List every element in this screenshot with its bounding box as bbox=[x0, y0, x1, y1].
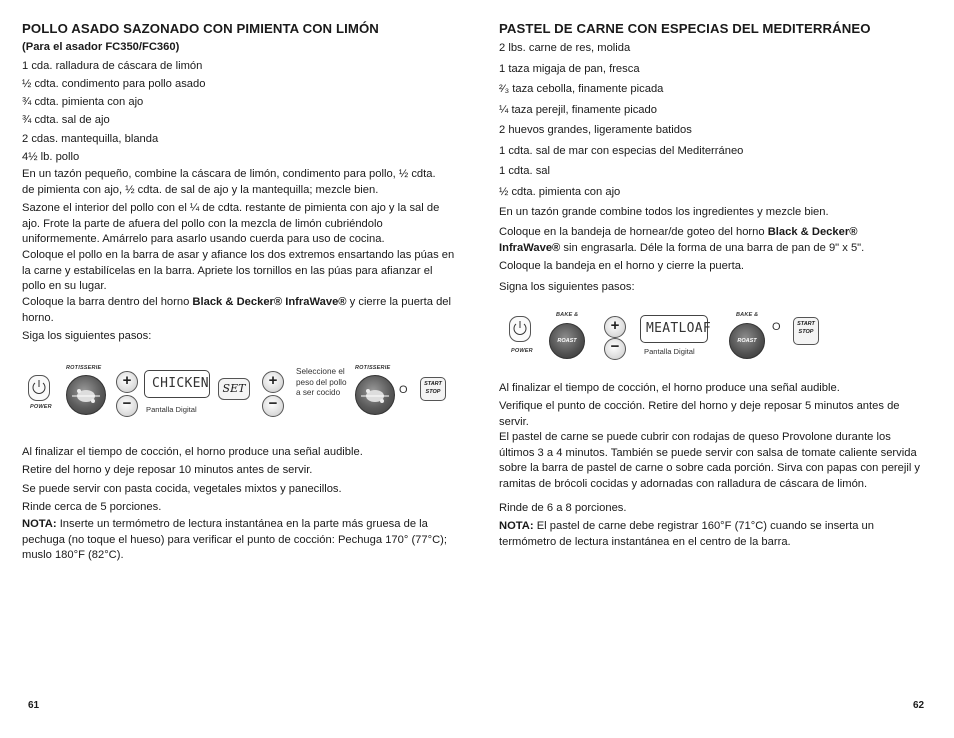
right-ingredient: 2 huevos grandes, ligeramente batidos bbox=[499, 124, 692, 136]
right-ingredient: 2 lbs. carne de res, molida bbox=[499, 42, 631, 54]
left-recipe-title: POLLO ASADO SAZONADO CON PIMIENTA CON LIMÓN bbox=[22, 21, 379, 36]
rotisserie-label: ROTISSERIE bbox=[66, 365, 102, 371]
increase-button: + bbox=[116, 371, 138, 393]
left-paragraph: Sazone el interior del pollo con el ¼ de cdta. restante de pimienta con ajo y la sal de ajo. Frote la parte de afuera del pollo con la mezcla de limón cubriéndolo uniformemente. Amárrelo para asarlo usando cuerda para uso de cocina. bbox=[22, 202, 440, 245]
right-ingredient: ½ cdta. pimienta con ajo bbox=[499, 186, 621, 198]
right-paragraph: Al finalizar el tiempo de cocción, el horno produce una señal audible. bbox=[499, 382, 840, 394]
right-control-panel bbox=[499, 308, 829, 364]
left-paragraph: Al finalizar el tiempo de cocción, el horno produce una señal audible. bbox=[22, 446, 363, 458]
power-icon bbox=[510, 317, 530, 341]
right-paragraph: Signa los siguientes pasos: bbox=[499, 281, 635, 293]
left-paragraph: Se puede servir con pasta cocida, vegetales mixtos y panecillos. bbox=[22, 483, 342, 495]
bake-roast-label: BAKE & bbox=[556, 312, 579, 318]
right-ingredient: ¼ taza perejil, finamente picado bbox=[499, 104, 657, 116]
power-button bbox=[509, 316, 531, 342]
left-ingredient: 4½ lb. pollo bbox=[22, 151, 80, 163]
left-paragraph: Coloque la barra dentro del horno Black & Decker® InfraWave® y cierre la puerta del horno. bbox=[22, 296, 452, 324]
right-ingredient: 1 cdta. sal de mar con especias del Mediterráneo bbox=[499, 145, 744, 157]
left-paragraph: En un tazón pequeño, combine la cáscara de limón, condimento para pollo, ½ cdta. de pimienta con ajo, ½ cdta. de sal de ajo y la mantequilla; mezcle bien. bbox=[22, 168, 436, 196]
increase-button: + bbox=[262, 371, 284, 393]
left-ingredient: ½ cdta. condimento para pollo asado bbox=[22, 78, 206, 90]
right-note: NOTA: El pastel de carne debe registrar 160°F (71°C) cuando se inserta un termómetro de lectura instantánea en el centro de la barra. bbox=[499, 520, 875, 548]
stop-label: STOP bbox=[425, 389, 441, 395]
right-paragraph: Coloque en la bandeja de hornear/de goteo del horno Black & Decker® InfraWave® sin engrasarla. Déle la forma de una barra de pan de 9" x 5". bbox=[499, 226, 865, 254]
right-paragraph: En un tazón grande combine todos los ingredientes y mezcle bien. bbox=[499, 206, 829, 218]
power-button bbox=[28, 375, 50, 401]
start-label: START bbox=[424, 381, 442, 387]
display-caption: Pantalla Digital bbox=[146, 405, 197, 414]
decrease-button: − bbox=[604, 338, 626, 360]
left-ingredient: 1 cda. ralladura de cáscara de limón bbox=[22, 60, 203, 72]
or-label: O bbox=[399, 384, 408, 396]
left-paragraph: Rinde cerca de 5 porciones. bbox=[22, 501, 162, 513]
display-text: MEATLOAF bbox=[646, 321, 712, 336]
bake-roast-button: ROAST bbox=[729, 323, 765, 359]
bake-roast-label: BAKE & bbox=[736, 312, 759, 318]
power-icon bbox=[29, 376, 49, 400]
right-ingredient: 1 cdta. sal bbox=[499, 165, 550, 177]
start-stop-button bbox=[793, 317, 819, 345]
left-control-panel bbox=[22, 362, 458, 426]
right-paragraph: Rinde de 6 a 8 porciones. bbox=[499, 502, 627, 514]
display-caption: Pantalla Digital bbox=[644, 347, 695, 356]
left-paragraph: Siga los siguientes pasos: bbox=[22, 330, 152, 342]
right-paragraph: Coloque la bandeja en el horno y cierre la puerta. bbox=[499, 260, 745, 272]
left-recipe-subtitle: (Para el asador FC350/FC360) bbox=[22, 41, 180, 53]
rotisserie-button bbox=[355, 375, 395, 415]
rotisserie-button bbox=[66, 375, 106, 415]
right-ingredient: ²⁄₃ taza cebolla, finamente picada bbox=[499, 83, 664, 95]
display-text: CHICKEN bbox=[152, 376, 209, 391]
decrease-button: − bbox=[262, 395, 284, 417]
stop-label: STOP bbox=[798, 329, 814, 335]
left-paragraph: Retire del horno y deje reposar 10 minutos antes de servir. bbox=[22, 464, 313, 476]
increase-button: + bbox=[604, 316, 626, 338]
left-ingredient: 2 cdas. mantequilla, blanda bbox=[22, 133, 159, 145]
left-paragraph: Coloque el pollo en la barra de asar y afiance los dos extremos ensartando las púas en la carne y estabilícelas en la barra. Apriete los tornillos en las púas para afianzar el pollo en su lugar. bbox=[22, 249, 455, 292]
left-note: NOTA: Inserte un termómetro de lectura instantánea en la parte más gruesa de la pechuga (no toque el hueso) para verificar el punto de cocción: Pechuga 170° (77°C); muslo 180°F (82°C). bbox=[22, 518, 448, 561]
start-label: START bbox=[797, 321, 815, 327]
start-stop-button bbox=[420, 377, 446, 401]
digital-display bbox=[640, 315, 712, 343]
digital-display bbox=[144, 370, 210, 398]
weight-caption: Seleccione el peso del pollo a ser cocido bbox=[296, 367, 347, 397]
chicken-icon bbox=[67, 376, 105, 414]
page-number-left: 61 bbox=[28, 700, 40, 711]
page-number-right: 62 bbox=[913, 700, 925, 711]
power-label: POWER bbox=[511, 348, 533, 354]
right-paragraph: Verifique el punto de cocción. Retire del horno y deje reposar 5 minutos antes de servir. bbox=[499, 400, 900, 428]
right-paragraph: El pastel de carne se puede cubrir con rodajas de queso Provolone durante los últimos 3 a 4 minutos. También se puede servir con salsa de tomate caliente servida sobre la barra de pastel de carne o sobre cada porción. Sirva con papas con perejil y ramitas de brócoli cocidas y adornadas con ralladura de cáscara de limón. bbox=[499, 431, 921, 490]
left-ingredient: ¾ cdta. sal de ajo bbox=[22, 114, 110, 126]
rotisserie-label: ROTISSERIE bbox=[355, 365, 391, 371]
right-recipe-title: PASTEL DE CARNE CON ESPECIAS DEL MEDITERRÁNEO bbox=[499, 21, 871, 36]
or-label: O bbox=[772, 321, 781, 333]
right-ingredient: 1 taza migaja de pan, fresca bbox=[499, 63, 640, 75]
bake-roast-button: ROAST bbox=[549, 323, 585, 359]
left-ingredient: ¾ cdta. pimienta con ajo bbox=[22, 96, 144, 108]
set-button: SET bbox=[218, 378, 250, 400]
chicken-icon bbox=[356, 376, 394, 414]
power-label: POWER bbox=[30, 404, 52, 410]
decrease-button: − bbox=[116, 395, 138, 417]
